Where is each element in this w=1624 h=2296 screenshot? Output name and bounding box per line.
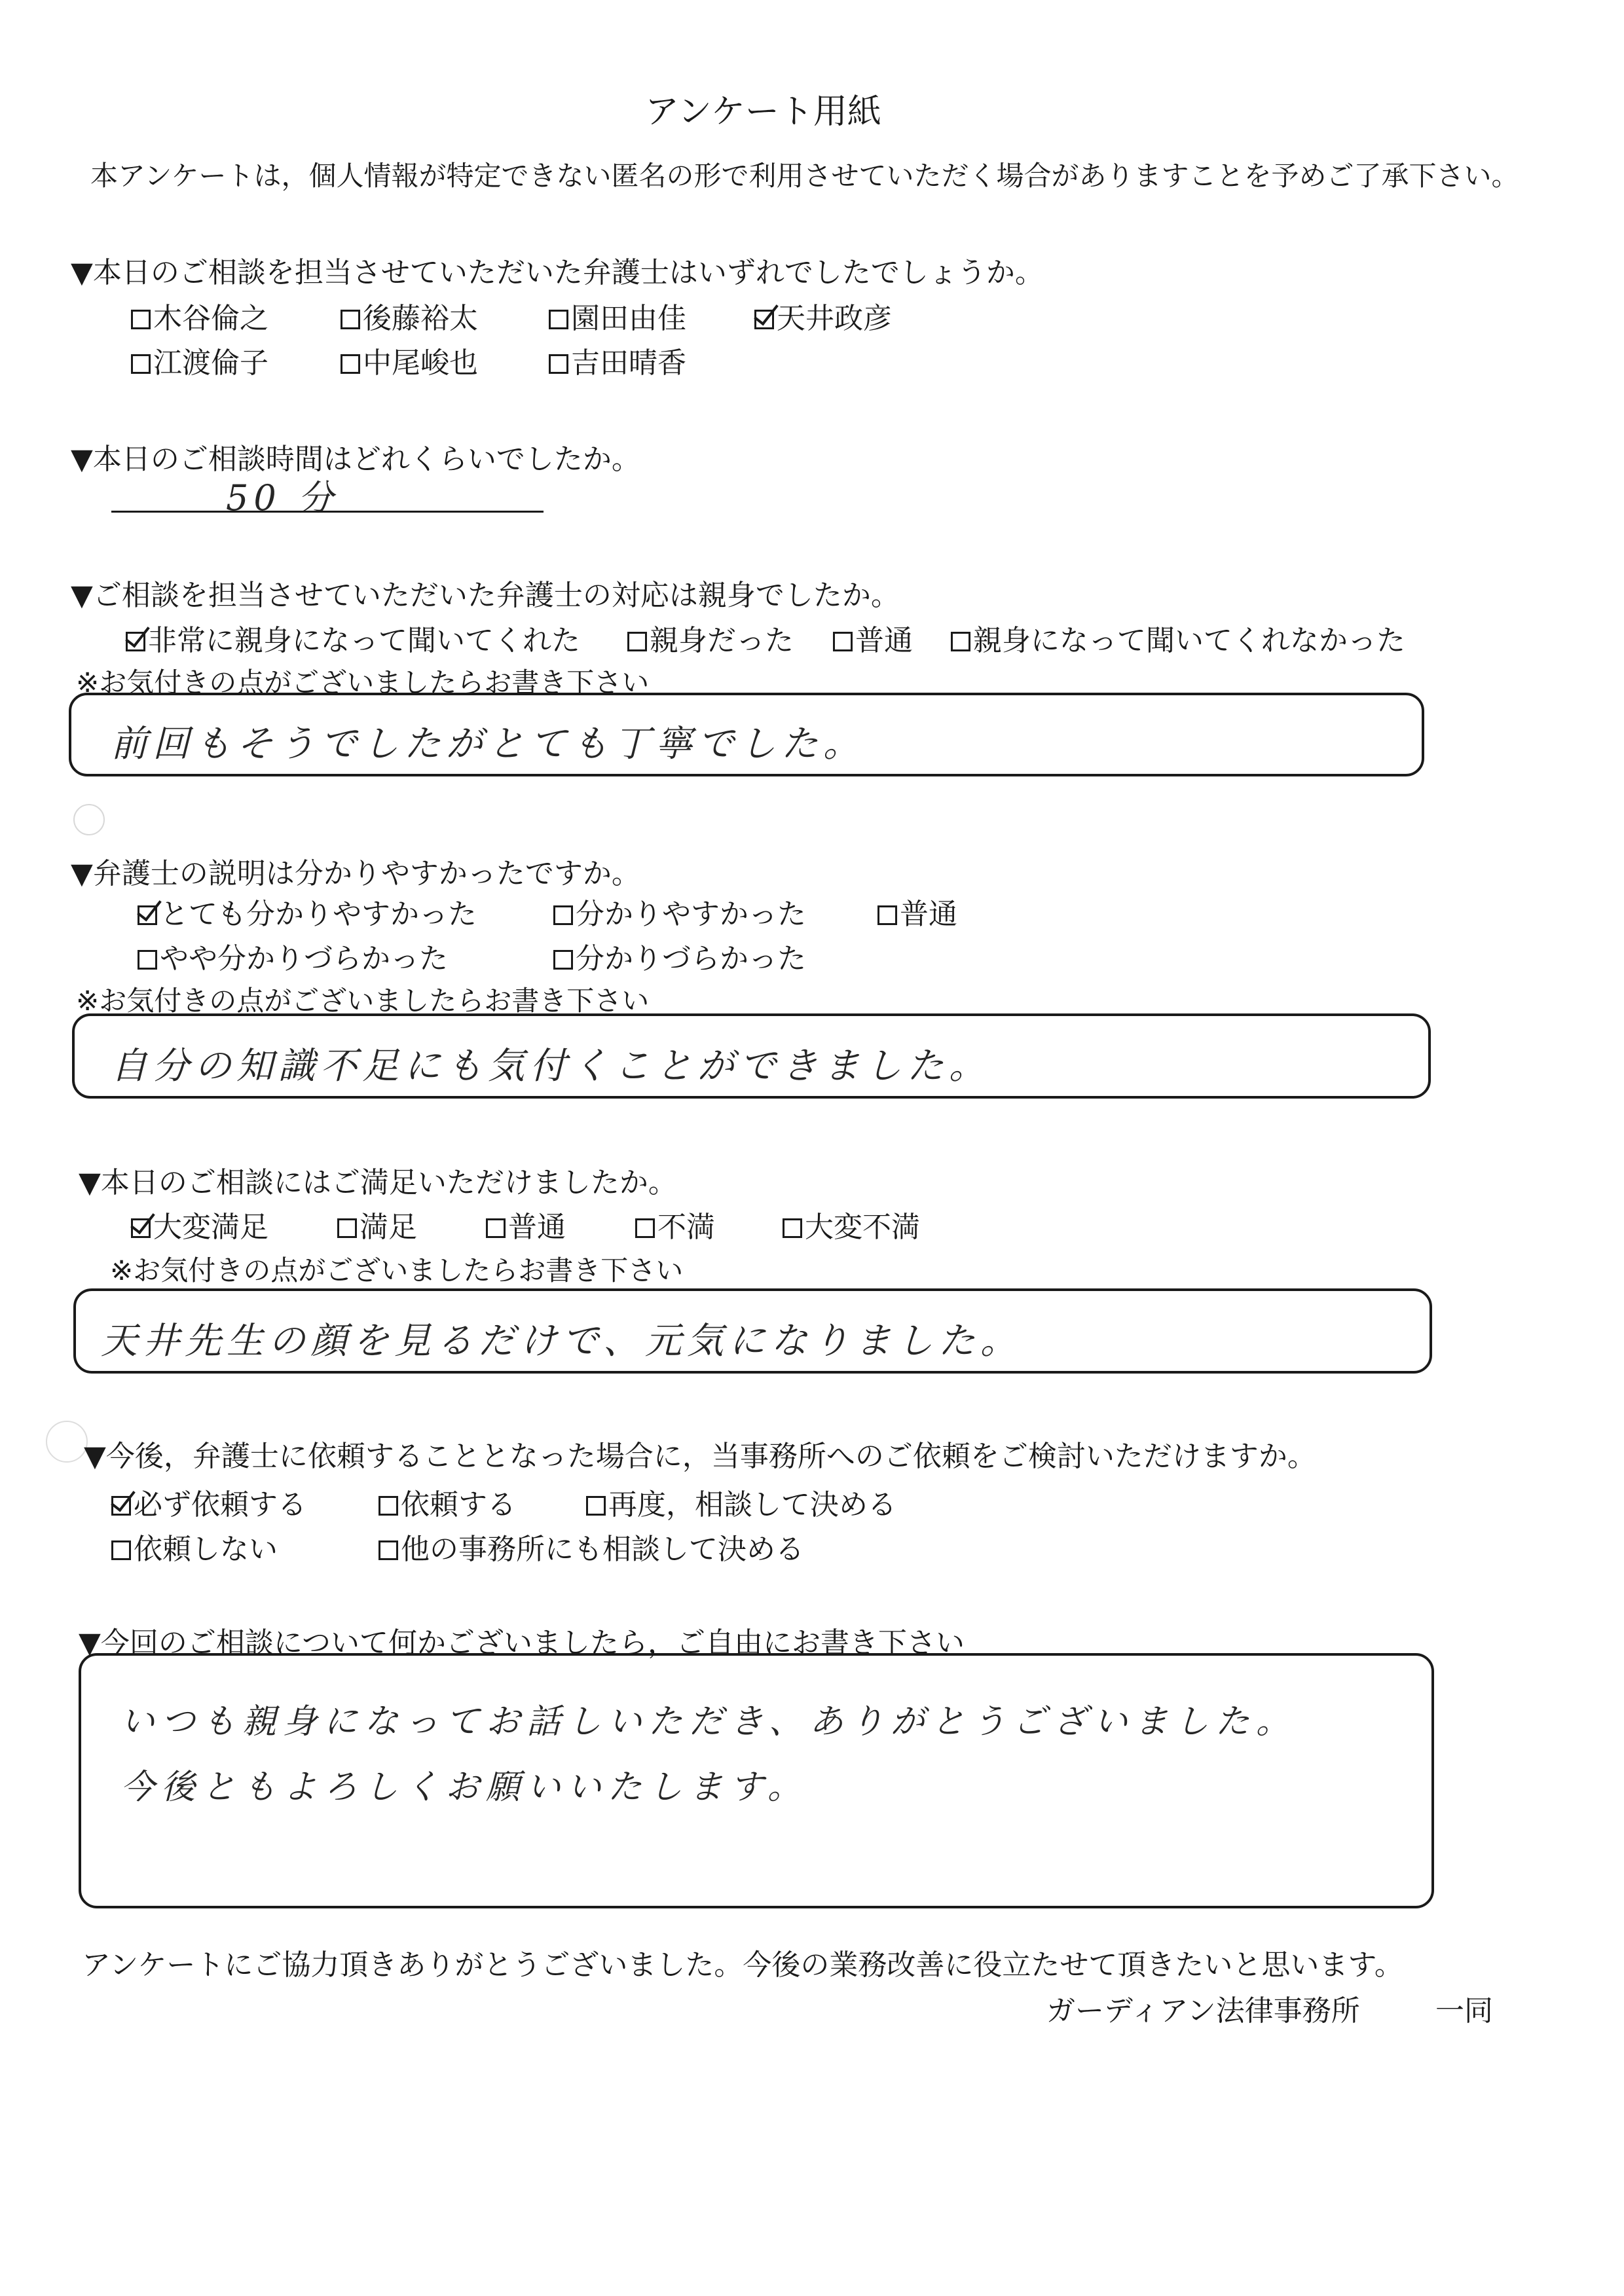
checkbox-checked[interactable] (138, 905, 157, 925)
checkbox[interactable] (635, 1218, 655, 1238)
comment-box-satisfaction[interactable] (73, 1288, 1432, 1374)
option-unclear[interactable] (553, 935, 806, 977)
option-label: とても分かりやすかった (160, 898, 477, 931)
question-explanation: ▼弁護士の説明は分かりやすかったですか。 (71, 857, 640, 890)
option-label: 必ず依頼する (134, 1488, 306, 1522)
option-normal[interactable] (833, 617, 913, 659)
checkbox[interactable] (549, 310, 568, 329)
option-dissatisfied[interactable] (635, 1203, 715, 1245)
checkbox[interactable] (627, 632, 647, 651)
question-attentiveness: ▼ご相談を担当させていただいた弁護士の対応は親身でしたか。 (71, 579, 900, 612)
question-future-request: ▼今後，弁護士に依頼することとなった場合に，当事務所へのご依頼をご検討いただけますか。 (84, 1440, 1316, 1473)
option-label: 中尾峻也 (363, 346, 478, 380)
option-label: 依頼しない (134, 1533, 278, 1566)
option-very-dissatisfied[interactable] (783, 1203, 920, 1245)
checkbox[interactable] (833, 632, 853, 651)
scan-mark (46, 1421, 88, 1463)
option-somewhat-unclear[interactable] (138, 935, 448, 977)
option-lawyer-sonoda[interactable] (549, 295, 686, 337)
checkbox-checked[interactable] (754, 310, 774, 329)
option-normal[interactable] (877, 890, 957, 932)
checkbox[interactable] (111, 1540, 131, 1560)
checkbox[interactable] (131, 310, 151, 329)
option-label: 分かりやすかった (576, 898, 806, 931)
option-clear[interactable] (553, 890, 806, 932)
option-consult-other-firms[interactable] (378, 1525, 804, 1567)
checkbox[interactable] (951, 632, 970, 651)
option-label: やや分かりづらかった (160, 942, 448, 975)
option-very-satisfied[interactable] (131, 1203, 268, 1245)
checkbox[interactable] (341, 354, 360, 374)
checkbox[interactable] (341, 310, 360, 329)
option-lawyer-goto[interactable] (341, 295, 478, 337)
option-label: 不満 (657, 1211, 715, 1244)
option-label: 非常に親身になって聞いてくれた (148, 624, 580, 657)
option-label: 吉田晴香 (571, 346, 686, 380)
option-label: 他の事務所にも相談して決める (401, 1533, 804, 1566)
checkbox[interactable] (549, 354, 568, 374)
option-label: 満足 (360, 1211, 417, 1244)
option-label: 園田由佳 (571, 302, 686, 335)
checkbox[interactable] (586, 1496, 606, 1516)
option-not-attentive[interactable] (951, 617, 1405, 659)
handwritten-comment: 天井先生の顔を見るだけで、元気になりました。 (101, 1320, 1022, 1362)
option-definitely-request[interactable] (111, 1481, 306, 1523)
scan-mark (73, 804, 105, 835)
comment-box-explanation[interactable] (72, 1013, 1431, 1099)
option-consult-again[interactable] (586, 1481, 896, 1523)
option-label: 再度，相談して決める (608, 1488, 896, 1522)
question-satisfaction: ▼本日のご相談にはご満足いただけましたか。 (79, 1166, 677, 1199)
checkbox-checked[interactable] (111, 1496, 131, 1516)
thanks-message: アンケートにご協力頂きありがとうございました。今後の業務改善に役立たせて頂きたいと思います。 (82, 1948, 1403, 1982)
option-label: 親身だった (650, 624, 794, 657)
option-lawyer-kitani[interactable] (131, 295, 268, 337)
option-not-request[interactable] (111, 1525, 278, 1567)
signoff: 一同 (1435, 1994, 1493, 2028)
question-lawyer: ▼本日のご相談を担当させていただいた弁護士はいずれでしたでしょうか。 (71, 256, 1044, 289)
checkbox[interactable] (378, 1540, 398, 1560)
option-lawyer-yoshida[interactable] (549, 339, 686, 381)
checkbox[interactable] (553, 950, 573, 970)
privacy-notice: 本アンケートは，個人情報が特定できない匿名の形で利用させていただく場合がありますことを予めご了承下さい。 (90, 160, 1519, 192)
checkbox-checked[interactable] (131, 1218, 151, 1238)
checkbox[interactable] (138, 950, 157, 970)
option-label: 分かりづらかった (576, 942, 806, 975)
option-lawyer-amai[interactable] (754, 295, 892, 337)
option-satisfied[interactable] (337, 1203, 417, 1245)
handwritten-comment-line: 今後ともよろしくお願いいたします。 (120, 1768, 808, 1807)
handwritten-comment-line: いつも親身になってお話しいただき、ありがとうございました。 (120, 1702, 1297, 1741)
option-label: 後藤裕太 (363, 302, 478, 335)
option-label: 江渡倫子 (153, 346, 268, 380)
handwritten-comment: 自分の知識不足にも気付くことができました。 (111, 1045, 991, 1087)
option-label: 普通 (900, 898, 957, 931)
comment-note: ※お気付きの点がございましたらお書き下さい (76, 985, 650, 1017)
option-lawyer-eto[interactable] (131, 339, 268, 381)
question-duration: ▼本日のご相談時間はどれくらいでしたか。 (71, 443, 640, 476)
handwritten-comment: 前回もそうでしたがとても丁寧でした。 (111, 723, 865, 765)
checkbox[interactable] (877, 905, 897, 925)
option-attentive[interactable] (627, 617, 794, 659)
duration-answer[interactable]: 50 分 (226, 477, 339, 519)
checkbox-checked[interactable] (126, 632, 145, 651)
option-label: 普通 (508, 1211, 566, 1244)
option-label: 依頼する (401, 1488, 516, 1522)
option-very-clear[interactable] (138, 890, 477, 932)
checkbox[interactable] (486, 1218, 506, 1238)
option-very-attentive[interactable] (126, 617, 580, 659)
option-label: 大変不満 (805, 1211, 920, 1244)
checkbox[interactable] (337, 1218, 357, 1238)
question-free-comment: ▼今回のご相談について何かございましたら，ご自由にお書き下さい (79, 1626, 965, 1660)
option-lawyer-nakao[interactable] (341, 339, 478, 381)
option-label: 天井政彦 (777, 302, 892, 335)
firm-name: ガーディアン法律事務所 (1046, 1994, 1360, 2028)
answer-underline (111, 511, 544, 513)
option-request[interactable] (378, 1481, 516, 1523)
option-label: 木谷倫之 (153, 302, 268, 335)
option-label: 大変満足 (153, 1211, 268, 1244)
comment-note: ※お気付きの点がございましたらお書き下さい (110, 1254, 684, 1286)
checkbox[interactable] (378, 1496, 398, 1516)
comment-note: ※お気付きの点がございましたらお書き下さい (76, 666, 650, 699)
form-title: アンケート用紙 (645, 92, 881, 132)
checkbox[interactable] (553, 905, 573, 925)
checkbox[interactable] (131, 354, 151, 374)
option-label: 親身になって聞いてくれなかった (973, 624, 1405, 657)
comment-box-attentiveness[interactable] (69, 693, 1424, 776)
option-label: 普通 (855, 624, 913, 657)
option-normal[interactable] (486, 1203, 566, 1245)
checkbox[interactable] (783, 1218, 802, 1238)
free-comment-box[interactable] (79, 1653, 1434, 1908)
